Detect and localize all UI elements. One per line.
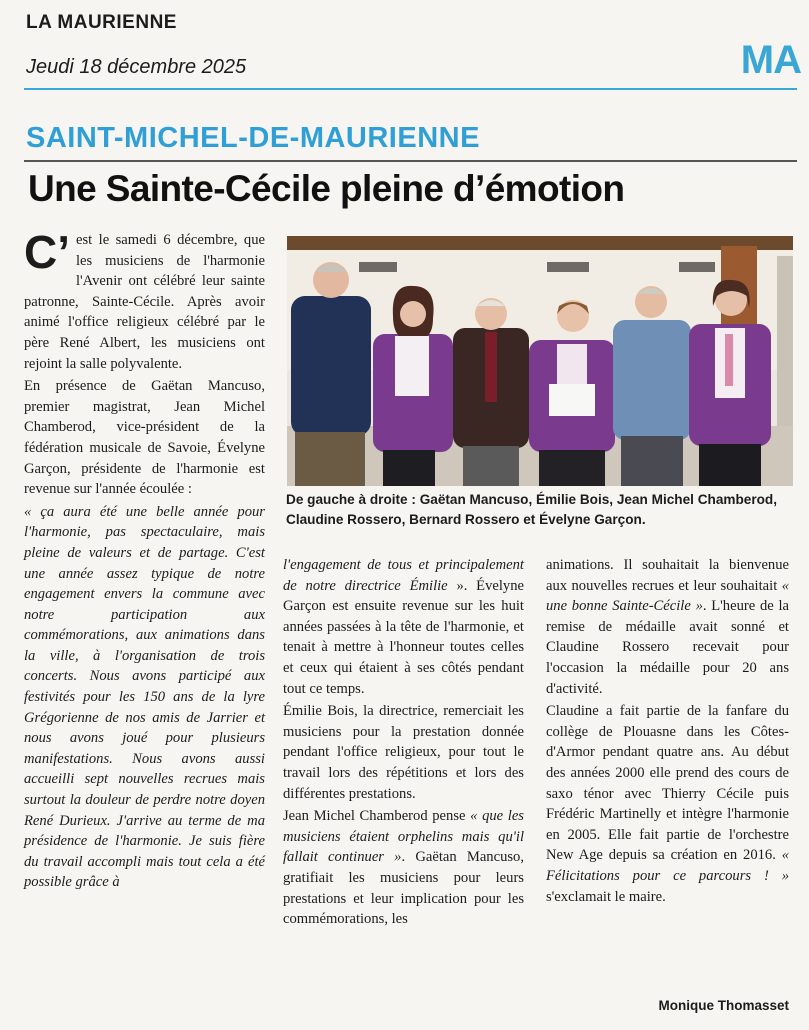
paragraph: Émilie Bois, la directrice, remerciait les musiciens pour la prestation donnée pendant l'office religieux, pour tout le travail lors des répétitions et lors des différentes prestations. (283, 703, 524, 802)
paragraph-text: animations. Il souhaitait la bienvenue aux nouvelles recrues et leur souhaitait (546, 557, 789, 594)
quote-text: l'engagement de tous et principalement de notre directrice Émilie (283, 557, 524, 594)
paragraph-text: s'exclamait le maire. (546, 888, 666, 905)
newspaper-name: LA MAURIENNE (26, 12, 177, 33)
issue-date: Jeudi 18 décembre 2025 (26, 56, 247, 78)
paragraph-text: . Gaëtan Mancuso, gratifiait les musiciens pour leurs prestations et leur implication pour les commémorations, les (283, 849, 524, 928)
section-title: SAINT-MICHEL-DE-MAURIENNE (26, 122, 480, 154)
paragraph-text: Claudine a fait partie de la fanfare du collège de Plouasne dans les Côtes-d'Armor pendant quatre ans. Au début des années 2000 elle prend des cours de saxo ténor avec Thierry Cécile puis Frédéric Martinelly et intègre l'harmonie en 2005. Elle fait partie de l'orchestre New Age depuis sa création en 2016. (546, 703, 789, 864)
rubric-tab: MA (740, 38, 801, 82)
article-column-2 (283, 555, 524, 932)
paragraph (546, 701, 789, 907)
article-headline: Une Sainte-Cécile pleine d’émotion (28, 168, 625, 209)
group-photo-illustration (287, 236, 793, 486)
quote-text: « Félicitations pour ce parcours ! » (546, 847, 789, 884)
group-photo (287, 236, 793, 486)
photo-caption: De gauche à droite : Gaëtan Mancuso, Émilie Bois, Jean Michel Chamberod, Claudine Rossero, Bernard Rossero et Évelyne Garçon. (286, 492, 778, 527)
paragraph-text: Jean Michel Chamberod pense (283, 808, 466, 825)
paragraph (546, 555, 789, 699)
article-column-3 (546, 555, 789, 909)
drop-cap: C’ (24, 226, 70, 278)
quote-text: « que les musiciens étaient orphelins mais qu'il fallait continuer » (283, 808, 524, 866)
paragraph-text: . L'heure de la remise de médaille avait sonné et Claudine Rossero recevait pour l'occasion la médaille pour 20 ans d'activité. (546, 598, 790, 697)
paragraph (283, 555, 524, 699)
section-rule (24, 160, 797, 162)
paragraph (24, 226, 265, 374)
paragraph: En présence de Gaëtan Mancuso, premier magistrat, Jean Michel Chamberod, vice-président de la fédération musicale de Savoie, Évelyne Garçon, présidente de l'harmonie est revenue sur l'année écoulée : (24, 378, 265, 498)
header-rule (24, 88, 797, 90)
quote-text: « une bonne Sainte-Cécile » (546, 577, 789, 615)
quote-paragraph (24, 502, 265, 893)
paragraph-text: ». Évelyne Garçon est ensuite revenue sur les huit années passées à la tête de l'harmonie, et tenait à mettre à l'honneur toutes celles et ceux qui étaient à ses côtés pendant tout ce temps. (283, 577, 524, 697)
author-signature: Monique Thomasset (658, 998, 789, 1013)
paragraph (283, 806, 524, 930)
article-column-1 (24, 226, 265, 895)
paragraph-text: est le samedi 6 décembre, que les musiciens de l'harmonie l'Avenir ont célébré leur sainte patronne, Sainte-Cécile. Après avoir animé l'office religieux célébré par le père René Albert, les musiciens ont rejoint la salle polyvalente. (24, 232, 265, 372)
quote-text: « ça aura été une belle année pour l'harmonie, pas spectaculaire, mais pleine de valeurs et de partage. C'est une année assez typique de notre engagement envers la commune avec notre participation aux commémorations, aux animations dans la ville, à l'organisation de trois concerts. Nous avons participé aux festivités pour les 150 ans de la lyre Grégorienne de nos amis de Jarrier et nous avons joué pour plusieurs manifestations. Nous avons aussi accueilli sept nouvelles recrues mais surtout la douleur de perdre notre doyen René Durieux. J'arrive au terme de ma présidence de l'harmonie. Je suis fière du travail accompli mais tout cela a été possible grâce à (24, 503, 265, 891)
